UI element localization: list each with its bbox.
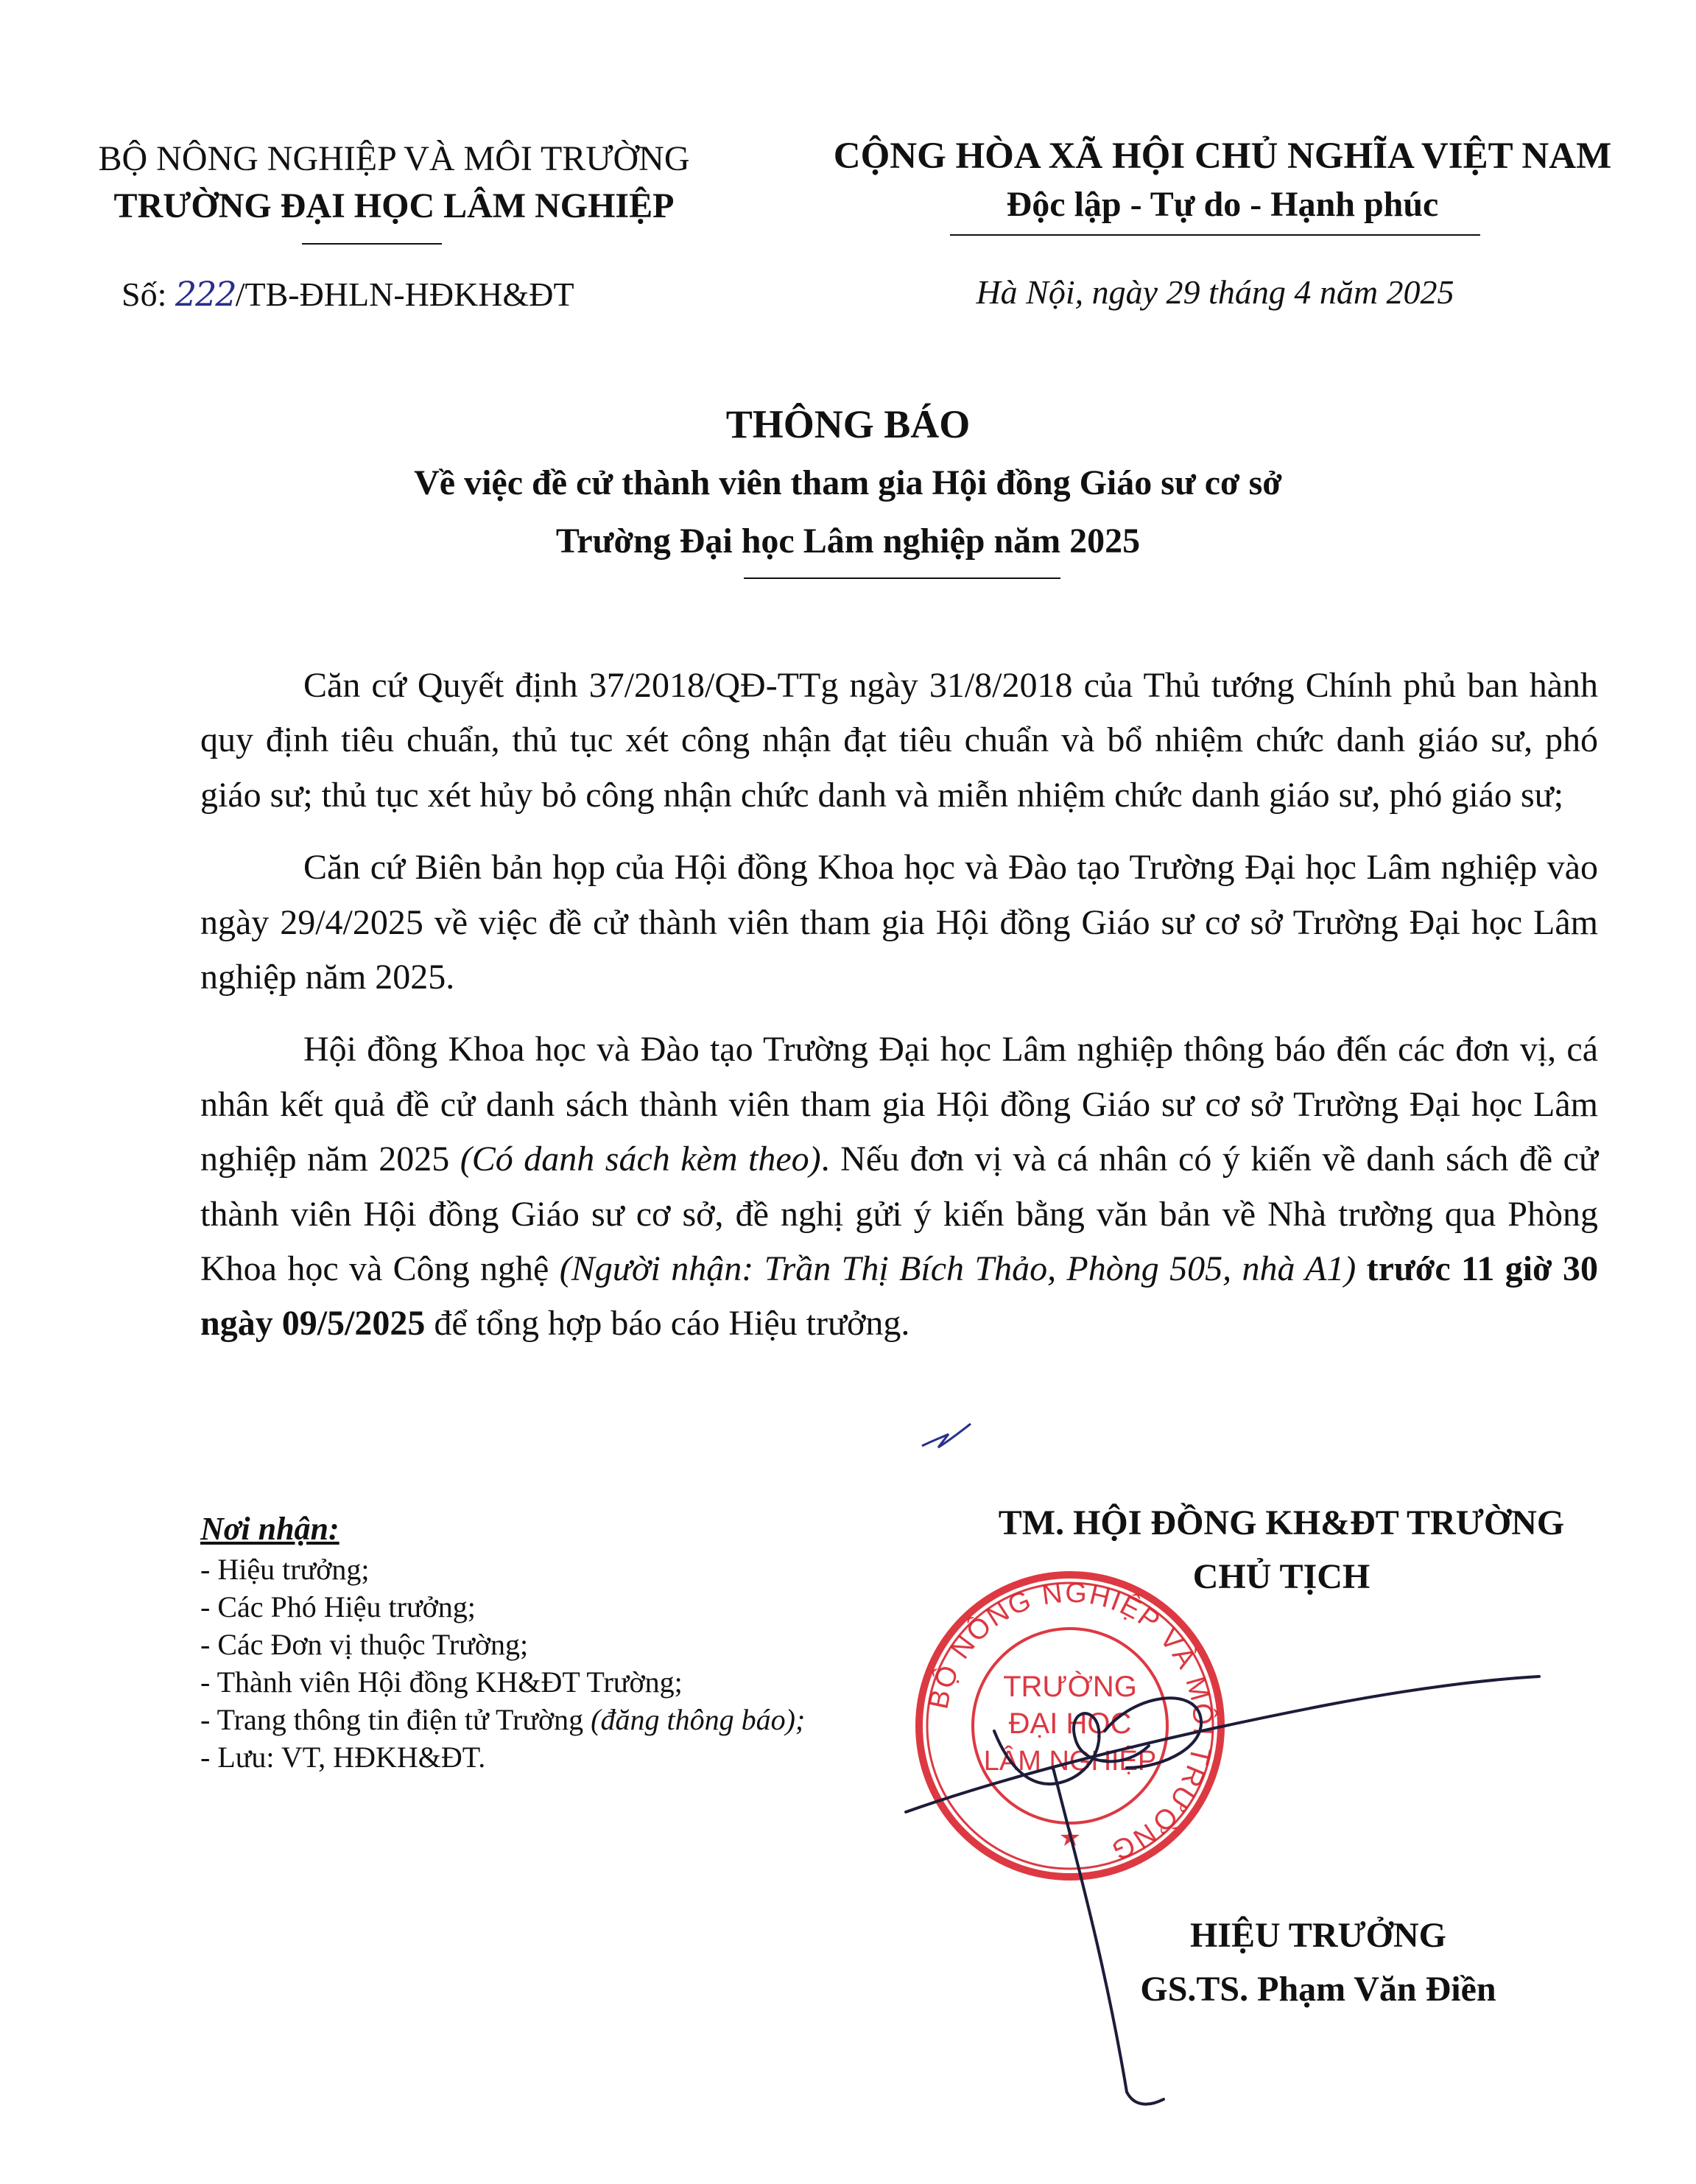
recipients-heading: Nơi nhận: [200, 1511, 339, 1547]
signatory-name: GS.TS. Phạm Văn Điền [1140, 1970, 1496, 2009]
announcement-recipient-note: (Người nhận: Trần Thị Bích Thảo, Phòng 505, nhà A1) [559, 1249, 1357, 1289]
seal-outer-text: BỘ NÔNG NGHIỆP VÀ MÔI TRƯỜNG [923, 1577, 1219, 1867]
recipient-item: - Thành viên Hội đồng KH&ĐT Trường; [200, 1665, 683, 1699]
recipient-item: - Các Đơn vị thuộc Trường; [200, 1628, 529, 1661]
document-number [122, 274, 574, 314]
motto-underline [950, 234, 1480, 236]
recipient-item: - Các Phó Hiệu trưởng; [200, 1590, 476, 1623]
announcement-text-1: Hội đồng Khoa học và Đào tạo Trường Đại học Lâm nghiệp thông báo đến các đơn vị, cá nhân kết quả đề cử danh sách thành viên tham gia Hội đồng Giáo sư cơ sở Trường Đại học Lâm nghiệp năm 2025 [200, 1030, 1598, 1179]
handwritten-number: 222 [175, 274, 236, 314]
paragraph-legal-basis-1: Căn cứ Quyết định 37/2018/QĐ-TTg ngày 31/8/2018 của Thủ tướng Chính phủ ban hành quy định tiêu chuẩn, thủ tục xét công nhận đạt tiêu chuẩn và bổ nhiệm chức danh giáo sư, phó giáo sư; thủ tục xét hủy bỏ công nhận chức danh và miễn nhiệm chức danh giáo sư, phó giáo sư; [200, 666, 1598, 815]
handwritten-signature [884, 1547, 1583, 2107]
seal-inner-line3: LÂM NGHIỆP [983, 1746, 1157, 1777]
recipient-item [200, 1701, 805, 1738]
paragraph-announcement [200, 1022, 1598, 1351]
signatory-title: HIỆU TRƯỞNG [1189, 1916, 1447, 1955]
notice-subject-line2: Trường Đại học Lâm nghiệp năm 2025 [555, 522, 1141, 561]
recipients-list [200, 1551, 805, 1776]
recipient-item: - Lưu: VT, HĐKH&ĐT. [200, 1741, 486, 1774]
recipient-item: - Hiệu trưởng; [200, 1553, 370, 1586]
ministry-name: BỘ NÔNG NGHIỆP VÀ MÔI TRƯỜNG [98, 139, 690, 178]
title-underline [744, 577, 1060, 579]
paragraph-legal-basis-2: Căn cứ Biên bản họp của Hội đồng Khoa học và Đào tạo Trường Đại học Lâm nghiệp vào ngày 29/4/2025 về việc đề cử thành viên tham gia Hội đồng Giáo sư cơ sở Trường Đại học Lâm nghiệp năm 2025. [200, 848, 1598, 997]
seal-inner-line2: ĐẠI HỌC [1008, 1707, 1132, 1740]
school-underline [302, 243, 442, 245]
document-number-suffix: /TB-ĐHLN-HĐKH&ĐT [235, 275, 574, 313]
announcement-text-2: . Nếu đơn vị và cá nhân có ý kiến về danh sách đề cử thành viên Hội đồng Giáo sư cơ sở, đề nghị gửi ý kiến bằng văn bản về Nhà trường qua Phòng Khoa học và Công nghệ [200, 1140, 1599, 1289]
notice-title: THÔNG BÁO [725, 402, 971, 446]
country-name: CỘNG HÒA XÃ HỘI CHỦ NGHĨA VIỆT NAM [833, 136, 1612, 177]
document-number-prefix: Số: [122, 275, 175, 313]
national-motto: Độc lập - Tự do - Hạnh phúc [1006, 185, 1439, 224]
announcement-text-3: để tổng hợp báo cáo Hiệu trưởng. [425, 1304, 910, 1344]
signatory-capacity: TM. HỘI ĐỒNG KH&ĐT TRƯỜNG [998, 1503, 1565, 1542]
recipient-item-text: - Trang thông tin điện tử Trường [200, 1703, 591, 1736]
pen-tick-mark [921, 1418, 972, 1455]
seal-inner-line1: TRƯỜNG [1003, 1671, 1137, 1703]
school-name: TRƯỜNG ĐẠI HỌC LÂM NGHIỆP [113, 186, 675, 225]
notice-subject-line1: Về việc đề cử thành viên tham gia Hội đồng Giáo sư cơ sở [414, 463, 1282, 502]
notice-body [200, 659, 1598, 1369]
announcement-deadline: trước 11 giờ 30 ngày 09/5/2025 [200, 1249, 1598, 1344]
seal-star: ★ [1058, 1823, 1082, 1853]
announcement-attachment-note: (Có danh sách kèm theo) [460, 1140, 821, 1179]
signatory-role: CHỦ TỊCH [1192, 1557, 1370, 1596]
recipient-item-note: (đăng thông báo); [591, 1703, 806, 1736]
place-and-date: Hà Nội, ngày 29 tháng 4 năm 2025 [976, 273, 1454, 311]
